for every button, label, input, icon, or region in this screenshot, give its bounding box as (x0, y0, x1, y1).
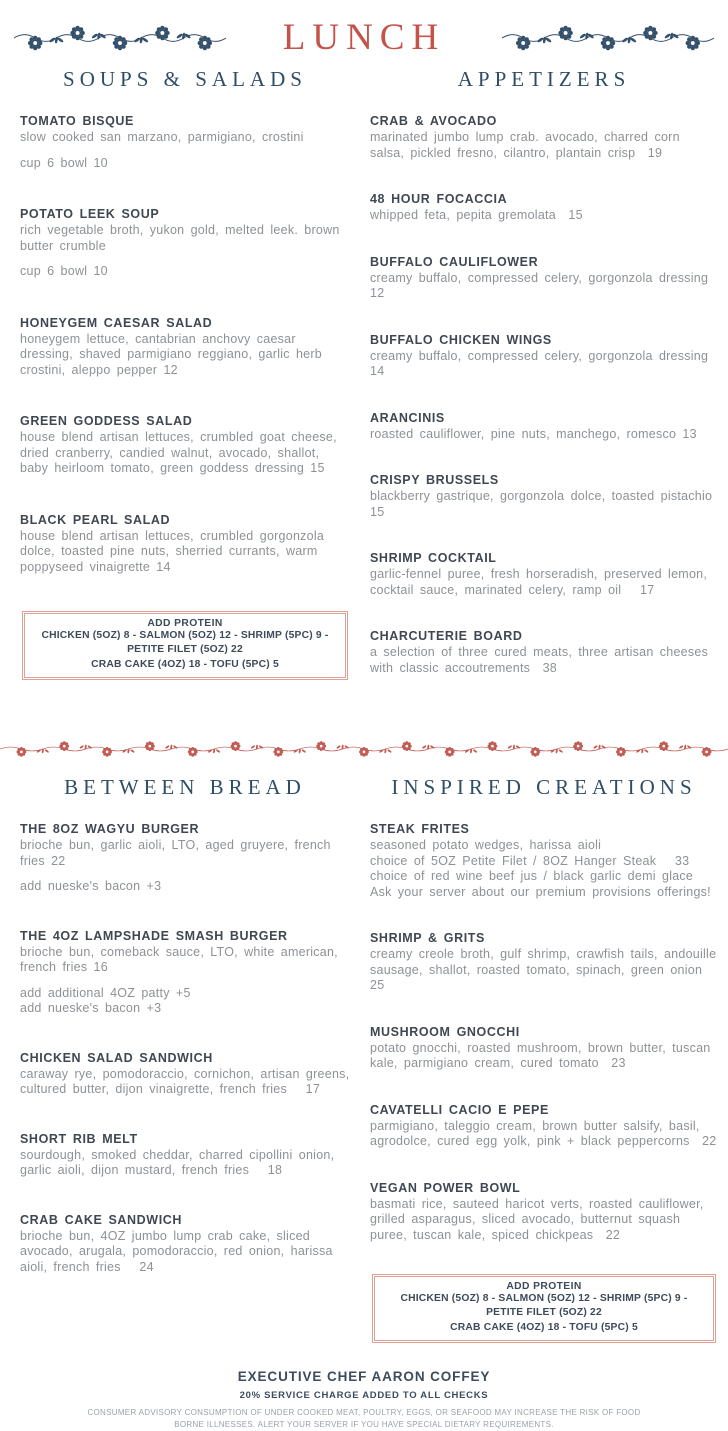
menu-item (370, 1181, 718, 1244)
menu-item-name: BUFFALO CAULIFLOWER (370, 254, 539, 269)
menu-item-description: brioche bun, comeback sauce, LTO, white american, french fries 16 (20, 944, 345, 974)
menu-item-name: THE 8OZ WAGYU BURGER (20, 822, 200, 836)
section-heading: APPETIZERS (457, 67, 631, 91)
menu-item-name: SHRIMP COCKTAIL (370, 551, 497, 565)
menu-item-name: TOMATO BISQUE (20, 114, 134, 128)
add-protein-line: CHICKEN (5OZ) 8 - SALMON (5OZ) 12 - SHRIMP (5PC) 9 - PETITE FILET (5OZ) 22 (41, 630, 329, 656)
menu-item (370, 551, 718, 598)
menu-item (20, 1132, 350, 1179)
menu-item-description: marinated jumbo lump crab. avocado, charred corn salsa, pickled fresno, cilantro, plantain crisp 19 (370, 130, 687, 160)
menu-item (370, 333, 718, 380)
menu-item-name: CRAB & AVOCADO (370, 114, 497, 128)
menu-item-description: caraway rye, pomodoraccio, cornichon, artisan greens, cultured butter, dijon vinaigrette, french fries 17 (20, 1066, 356, 1096)
menu-item-description: rich vegetable broth, yukon gold, melted leek. brown butter crumble (20, 223, 346, 253)
menu-item (20, 513, 350, 576)
add-protein-line: CRAB CAKE (4OZ) 18 - TOFU (5PC) 5 (91, 658, 279, 670)
menu-item-name: MUSHROOM GNOCCHI (370, 1024, 520, 1039)
menu-item-name: CRAB CAKE SANDWICH (20, 1212, 183, 1227)
menu-item-name: 48 HOUR FOCACCIA (370, 192, 508, 206)
menu-item-name: BUFFALO CHICKEN WINGS (370, 332, 552, 347)
menu-item-name: BLACK PEARL SALAD (20, 512, 171, 527)
menu-item (20, 1213, 350, 1276)
menu-item-name: VEGAN POWER BOWL (370, 1180, 521, 1195)
menu-item-description: basmati rice, sauteed haricot verts, roasted cauliflower, grilled asparagus, sliced avocado, butternut squash puree, tuscan kale, spiced chickpeas 22 (370, 1196, 710, 1242)
floral-vine-left-icon (14, 17, 226, 59)
menu-item-description: brioche bun, 4OZ jumbo lump crab cake, sliced avocado, arugala, pomodoraccio, red onion, harissa aioli, french fries 24 (20, 1228, 339, 1274)
service-charge-note: 20% SERVICE CHARGE ADDED TO ALL CHECKS (239, 1390, 489, 1402)
menu-section-soups-salads (20, 59, 350, 707)
menu-item (20, 414, 350, 477)
menu-item-description: creamy buffalo, compressed celery, gorgonzola dressing 12 (370, 270, 715, 300)
section-heading: INSPIRED CREATIONS (391, 775, 697, 799)
menu-item (370, 255, 718, 302)
menu-item-name: POTATO LEEK SOUP (20, 207, 160, 221)
menu-item-name: CHICKEN SALAD SANDWICH (20, 1050, 213, 1065)
section-heading: SOUPS & SALADS (63, 67, 307, 91)
menu-item-name: STEAK FRITES (370, 822, 470, 836)
chef-credit: EXECUTIVE CHEF AARON COFFEY (237, 1369, 491, 1385)
menu-item-description: a selection of three cured meats, three artisan cheeses with classic accoutrements 38 (370, 645, 715, 675)
page-title: LUNCH (282, 17, 446, 58)
menu-footer (0, 1369, 728, 1431)
menu-item-description: house blend artisan lettuces, crumbled gorgonzola dolce, toasted pine nuts, sherried currants, warm poppyseed vinaigrette 14 (20, 528, 331, 574)
menu-item (370, 473, 718, 520)
section-items (20, 114, 350, 575)
menu-item-description: honeygem lettuce, cantabrian anchovy caesar dressing, shaved parmigiano reggiano, garlic herb crostini, aleppo pepper 12 (20, 331, 329, 377)
menu-item (20, 822, 350, 895)
menu-item-description: parmigiano, taleggio cream, brown butter salsify, basil, agrodolce, cured egg yolk, pink + black peppercorns 22 (370, 1118, 717, 1148)
menu-item (370, 192, 718, 224)
add-protein-title: ADD PROTEIN (506, 1281, 582, 1292)
floral-divider-icon (0, 737, 728, 761)
menu-top-sections (0, 59, 728, 707)
add-protein-box (372, 1274, 716, 1343)
menu-item (20, 114, 350, 171)
menu-item (370, 931, 723, 994)
section-items (20, 822, 356, 1275)
menu-item-description: seasoned potato wedges, harissa aioli choice of 5OZ Petite Filet / 8OZ Hanger Steak 33 choice of red wine beef jus / black garlic demi glace Ask your server about our premium provisions offerings! (370, 838, 711, 899)
menu-item-description: whipped feta, pepita gremolata 15 (370, 208, 583, 222)
menu-item (370, 629, 718, 676)
section-heading: BETWEEN BREAD (64, 775, 306, 799)
menu-item-description: creamy buffalo, compressed celery, gorgonzola dressing 14 (370, 348, 715, 378)
menu-section-appetizers (370, 59, 718, 707)
menu-item-name: HONEYGEM CAESAR SALAD (20, 315, 213, 330)
menu-item (370, 411, 718, 443)
menu-item-addon: add nueske's bacon +3 (20, 879, 162, 893)
section-items (370, 114, 718, 676)
floral-vine-right-icon (502, 17, 714, 59)
floral-divider (0, 737, 728, 761)
menu-item-addon: add additional 4OZ patty +5 add nueske's bacon +3 (20, 985, 191, 1015)
menu-item-addon: cup 6 bowl 10 (20, 264, 108, 278)
menu-item (20, 1050, 356, 1098)
add-protein-box (22, 611, 348, 680)
menu-item-description: roasted cauliflower, pine nuts, manchego, romesco 13 (370, 426, 697, 441)
menu-item (20, 316, 350, 379)
menu-item-name: ARANCINIS (370, 410, 445, 425)
menu-item-name: CHARCUTERIE BOARD (370, 629, 523, 643)
menu-item (370, 1103, 718, 1150)
menu-item-name: CAVATELLI CACIO E PEPE (370, 1102, 549, 1117)
menu-section-between-bread (20, 767, 356, 1343)
add-protein-line: CHICKEN (5OZ) 8 - SALMON (5OZ) 12 - SHRIMP (5PC) 9 - PETITE FILET (5OZ) 22 (400, 1293, 688, 1319)
menu-item (370, 114, 718, 161)
menu-item-description: garlic-fennel puree, fresh horseradish, preserved lemon, cocktail sauce, marinated celery, ramp oil 17 (370, 567, 714, 597)
menu-header (0, 0, 728, 59)
menu-item-description: brioche bun, garlic aioli, LTO, aged gruyere, french fries 22 (20, 838, 337, 868)
add-protein-line: CRAB CAKE (4OZ) 18 - TOFU (5PC) 5 (450, 1321, 638, 1333)
menu-bottom-sections (0, 767, 728, 1343)
menu-section-inspired-creations (370, 767, 723, 1343)
menu-item-description: blackberry gastrique, gorgonzola dolce, toasted pistachio 15 (370, 489, 719, 519)
menu-item-description: house blend artisan lettuces, crumbled goat cheese, dried cranberry, candied walnut, avocado, shallot, baby heirloom tomato, green goddess dressing 15 (20, 430, 344, 475)
menu-item (20, 929, 350, 1017)
menu-item (370, 1025, 718, 1072)
section-items (370, 822, 723, 1243)
menu-item-description: creamy creole broth, gulf shrimp, crawfish tails, andouille sausage, shallot, roasted tomato, spinach, green onion 25 (370, 947, 723, 992)
menu-item-name: SHRIMP & GRITS (370, 931, 485, 945)
menu-item-description: potato gnocchi, roasted mushroom, brown butter, tuscan kale, parmigiano cream, cured tomato 23 (370, 1040, 717, 1070)
menu-item-description: sourdough, smoked cheddar, charred cipollini onion, garlic aioli, dijon mustard, french fries 18 (20, 1147, 341, 1177)
menu-item-name: SHORT RIB MELT (20, 1131, 138, 1146)
menu-item-name: CRISPY BRUSSELS (370, 473, 499, 487)
add-protein-title: ADD PROTEIN (147, 618, 223, 629)
menu-item (20, 207, 350, 280)
menu-item-name: GREEN GODDESS SALAD (20, 414, 193, 428)
consumer-advisory: CONSUMER ADVISORY CONSUMPTION OF UNDER COOKED MEAT, POULTRY, EGGS, OR SEAFOOD MAY INCREASE THE RISK OF FOOD BORNE ILLNESSES. ALERT YOUR SERVER IF YOU HAVE SPECIAL DIETARY REQUIREMENTS. (87, 1408, 641, 1430)
menu-item-name: THE 4OZ LAMPSHADE SMASH BURGER (20, 928, 288, 943)
menu-item-description: slow cooked san marzano, parmigiano, crostini (20, 130, 304, 144)
menu-item-addon: cup 6 bowl 10 (20, 155, 108, 170)
menu-item (370, 822, 718, 900)
